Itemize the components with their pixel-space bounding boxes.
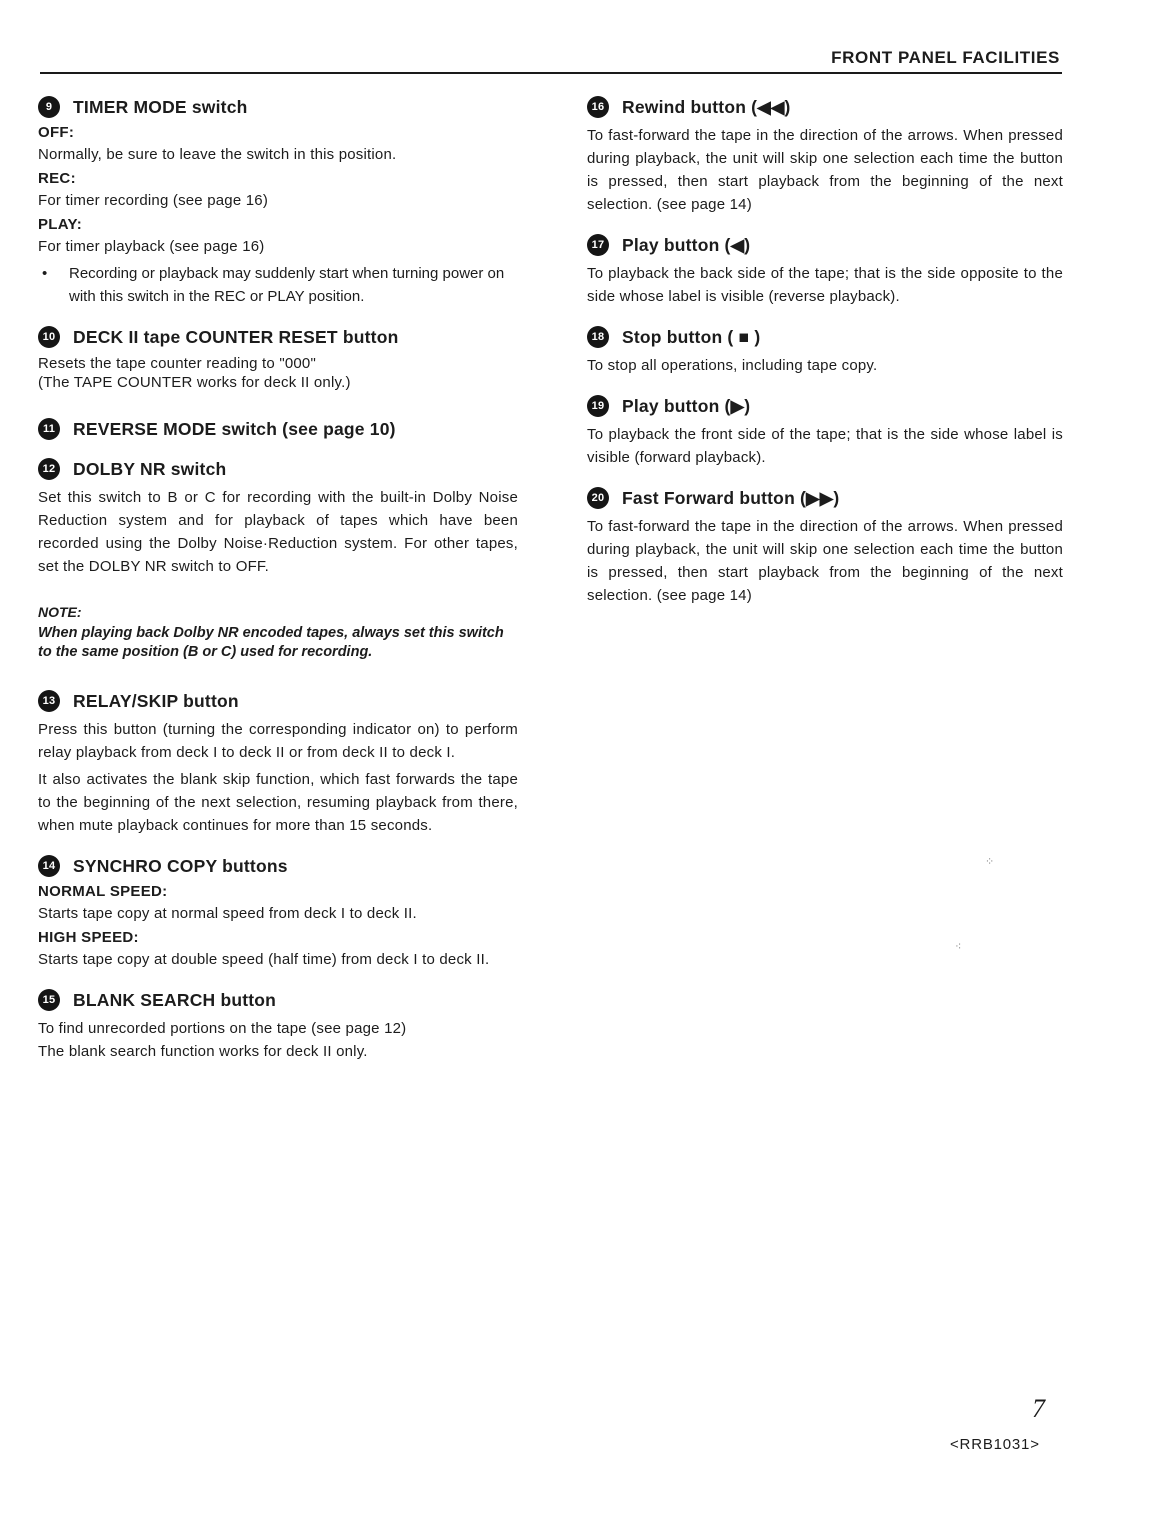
item-number-badge: 18	[587, 326, 609, 348]
section-synchro-copy	[38, 855, 518, 971]
item-number-badge: 17	[587, 234, 609, 256]
section-text: To playback the back side of the tape; that is the side opposite to the side whose label is visible (reverse playback).	[587, 265, 1063, 305]
section-text: The blank search function works for deck II only.	[38, 1043, 368, 1060]
section-dolby-nr	[38, 458, 518, 578]
section-text: To find unrecorded portions on the tape (see page 12)	[38, 1020, 407, 1037]
section-text: (The TAPE COUNTER works for deck II only.)	[38, 374, 351, 391]
section-text: It also activates the blank skip function, which fast forwards the tape to the beginning of the next selection, resuming playback from there, when mute playback continues for more than 15 seconds.	[38, 771, 518, 834]
section-heading	[38, 96, 518, 118]
option-text-off: Normally, be sure to leave the switch in this position.	[38, 146, 397, 163]
item-number-badge: 15	[38, 989, 60, 1011]
section-reverse-play	[587, 234, 1063, 308]
section-heading	[38, 989, 518, 1011]
page-number: 7	[1032, 1394, 1045, 1423]
section-heading	[38, 690, 518, 712]
item-number-badge: 16	[587, 96, 609, 118]
section-text: To playback the front side of the tape; that is the side whose label is visible (forward playback).	[587, 426, 1063, 466]
section-timer-mode	[38, 96, 518, 308]
option-text-play: For timer playback (see page 16)	[38, 238, 265, 255]
section-heading	[38, 418, 518, 440]
section-heading	[38, 855, 518, 877]
item-number-badge: 11	[38, 418, 60, 440]
item-number-badge: 10	[38, 326, 60, 348]
note-block	[38, 604, 518, 662]
option-text-rec: For timer recording (see page 16)	[38, 192, 269, 209]
scan-speck: ⁖	[955, 941, 962, 953]
section-heading	[587, 395, 1063, 417]
section-title: Stop button ( ■ )	[622, 326, 761, 347]
section-blank-search	[38, 989, 518, 1063]
section-rewind	[587, 96, 1063, 216]
section-heading	[587, 326, 1063, 348]
option-label-normal: NORMAL SPEED:	[38, 883, 168, 900]
page-header	[40, 46, 1062, 74]
note-text: When playing back Dolby NR encoded tapes, always set this switch to the same position (B or C) used for recording.	[38, 625, 504, 660]
option-label-high: HIGH SPEED:	[38, 929, 139, 946]
item-number-badge: 19	[587, 395, 609, 417]
section-fast-forward	[587, 487, 1063, 607]
section-title: DOLBY NR switch	[73, 458, 227, 479]
section-heading	[587, 96, 1063, 118]
section-title: DECK II tape COUNTER RESET button	[73, 326, 399, 347]
bullet-note	[38, 262, 518, 308]
item-number-badge: 13	[38, 690, 60, 712]
section-relay-skip	[38, 690, 518, 837]
item-number-badge: 20	[587, 487, 609, 509]
section-title: Fast Forward button (▶▶)	[622, 487, 840, 508]
item-number-badge: 14	[38, 855, 60, 877]
section-title: Play button (▶)	[622, 395, 751, 416]
section-text: To fast-forward the tape in the direction of the arrows. When pressed during playback, the unit will skip one selection each time the button is pressed, then start playback from the beginning of the next selection. (see page 14)	[587, 518, 1063, 604]
section-title: SYNCHRO COPY buttons	[73, 855, 288, 876]
option-label-off: OFF:	[38, 124, 75, 141]
section-title: Rewind button (◀◀)	[622, 96, 791, 117]
section-heading	[38, 326, 518, 348]
section-counter-reset	[38, 326, 518, 392]
left-column	[38, 96, 518, 1081]
bullet-text: Recording or playback may suddenly start when turning power on with this switch in the REC or PLAY position.	[69, 265, 505, 305]
section-text: Set this switch to B or C for recording with the built-in Dolby Noise Reduction system and for playback of tapes which have been recorded using the Dolby Noise·Reduction system. For other tapes, set the DOLBY NR switch to OFF.	[38, 489, 518, 575]
section-reverse-mode	[38, 418, 518, 440]
section-title: TIMER MODE switch	[73, 96, 248, 117]
section-text: To fast-forward the tape in the direction of the arrows. When pressed during playback, the unit will skip one selection each time the button is pressed, then start playback from the beginning of the next selection. (see page 14)	[587, 127, 1063, 213]
section-forward-play	[587, 395, 1063, 469]
item-number-badge: 12	[38, 458, 60, 480]
item-number-badge: 9	[38, 96, 60, 118]
section-text: Press this button (turning the corresponding indicator on) to perform relay playback from deck I to deck II or from deck II to deck I.	[38, 721, 518, 761]
section-heading	[587, 234, 1063, 256]
section-title: RELAY/SKIP button	[73, 690, 239, 711]
header-title: FRONT PANEL FACILITIES	[831, 48, 1060, 67]
option-label-rec: REC:	[38, 170, 76, 187]
section-title: REVERSE MODE switch (see page 10)	[73, 418, 396, 439]
right-column	[587, 96, 1063, 625]
note-label: NOTE:	[38, 604, 82, 620]
section-text: Resets the tape counter reading to "000"	[38, 355, 316, 372]
option-label-play: PLAY:	[38, 216, 83, 233]
section-title: BLANK SEARCH button	[73, 989, 277, 1010]
section-title: Play button (◀)	[622, 234, 751, 255]
option-text-high: Starts tape copy at double speed (half time) from deck I to deck II.	[38, 951, 490, 968]
section-heading	[38, 458, 518, 480]
bullet-icon: •	[42, 265, 48, 282]
section-text: To stop all operations, including tape copy.	[587, 357, 878, 374]
document-code: <RRB1031>	[950, 1436, 1040, 1453]
scan-speck: ⁘	[985, 856, 995, 868]
section-heading	[587, 487, 1063, 509]
section-stop	[587, 326, 1063, 377]
option-text-normal: Starts tape copy at normal speed from deck I to deck II.	[38, 905, 417, 922]
